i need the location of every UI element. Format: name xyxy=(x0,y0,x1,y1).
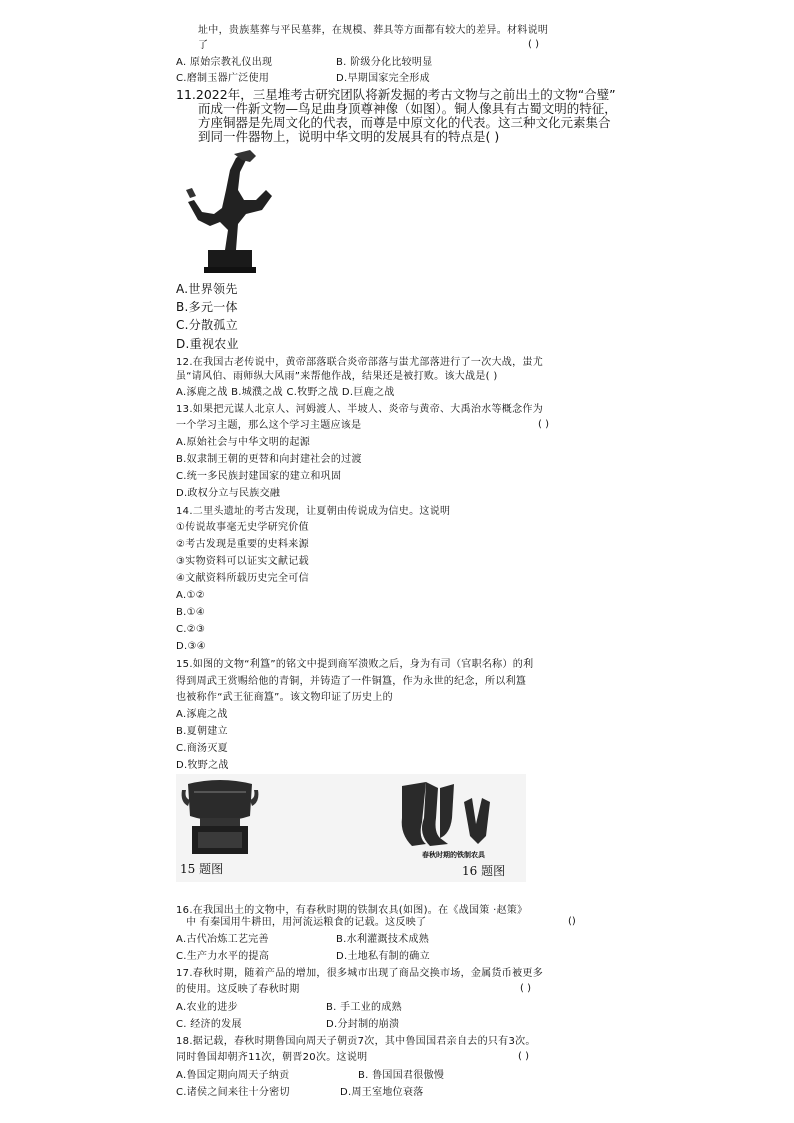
q18-option-c: C.诸侯之间来往十分密切 xyxy=(176,1087,290,1098)
q10-option-a: A. 原始宗教礼仪出现 xyxy=(176,57,273,68)
q16-answer-paren: () xyxy=(568,916,576,927)
q16-option-d: D.土地私有制的确立 xyxy=(336,951,430,962)
q10-option-b: B. 阶级分化比较明显 xyxy=(336,57,433,68)
q13-answer-paren: ( ) xyxy=(538,419,549,430)
q14-stem: 14.二里头遗址的考古发现，让夏朝由传说成为信史。这说明 xyxy=(176,506,451,517)
q18-option-b: B. 鲁国国君很傲慢 xyxy=(358,1070,445,1081)
q13-option-d: D.政权分立与民族交融 xyxy=(176,488,281,499)
q18-stem-line2: 同时鲁国却朝齐11次，朝晋20次。这说明 xyxy=(176,1052,368,1063)
q17-answer-paren: ( ) xyxy=(520,983,531,994)
fig16-label: 春秋时期的铁制农具 xyxy=(422,851,485,859)
bronze-figure-image xyxy=(180,150,280,275)
q16-option-c: C.生产力水平的提高 xyxy=(176,951,270,962)
q15-option-c: C.商汤灭夏 xyxy=(176,743,228,754)
q13-stem-line1: 13.如果把元谋人北京人、河姆渡人、半坡人、炎帝与黄帝、大禹治水等概念作为 xyxy=(176,404,544,415)
iron-tools-image xyxy=(396,778,506,848)
q10-stem-line2: 了 xyxy=(198,40,209,51)
q17-option-b: B. 手工业的成熟 xyxy=(326,1002,402,1013)
q11-option-b: B.多元一体 xyxy=(176,300,238,314)
q17-stem-line1: 17.春秋时期，随着产品的增加，很多城市出现了商品交换市场，金属货币被更多 xyxy=(176,968,544,979)
li-gui-vessel-image xyxy=(180,776,260,856)
q11-stem-line4: 到同一件器物上，说明中华文明的发展具有的特点是( ) xyxy=(198,129,500,144)
q10-option-d: D.早期国家完全形成 xyxy=(336,73,430,84)
q15-option-b: B.夏朝建立 xyxy=(176,726,228,737)
q11-stem-line1: 11.2022年，三星堆考古研究团队将新发掘的考古文物与之前出土的文物“合璧” xyxy=(176,87,616,102)
q11-stem-line3: 方座铜器是先周文化的代表，而尊是中原文化的代表。这三种文化元素集合 xyxy=(198,115,611,130)
q13-stem-line2: 一个学习主题，那么这个学习主题应该是 xyxy=(176,420,362,431)
q16-option-a: A.古代冶炼工艺完善 xyxy=(176,934,269,945)
q18-answer-paren: ( ) xyxy=(518,1051,529,1062)
q13-option-a: A.原始社会与中华文明的起源 xyxy=(176,437,311,448)
q11-option-a: A.世界领先 xyxy=(176,282,238,296)
q18-option-d: D.周王室地位衰落 xyxy=(340,1087,424,1098)
q13-option-c: C.统一多民族封建国家的建立和巩固 xyxy=(176,471,342,482)
q16-option-b: B.水利灌溉技术成熟 xyxy=(336,934,430,945)
q18-option-a: A.鲁国定期向周天子纳贡 xyxy=(176,1070,290,1081)
q15-stem-line3: 也被称作“武王征商簋”。该文物印证了历史上的 xyxy=(176,692,393,703)
q14-statement-2: ②考古发现是重要的史料来源 xyxy=(176,539,309,550)
q17-stem-line2: 的使用。这反映了春秋时期 xyxy=(176,984,300,995)
q15-option-a: A.涿鹿之战 xyxy=(176,709,228,720)
q11-option-c: C.分散孤立 xyxy=(176,318,238,332)
q17-option-a: A.农业的进步 xyxy=(176,1002,238,1013)
q16-stem-line1: 16.在我国出土的文物中，有春秋时期的铁制农具(如图)。在《战国策 ·赵策》 xyxy=(176,905,528,916)
fig15-caption: 15 题图 xyxy=(180,862,224,876)
q12-stem-line1: 12.在我国古老传说中，黄帝部落联合炎帝部落与蚩尤部落进行了一次大战，蚩尤 xyxy=(176,357,544,368)
q10-option-c: C.磨制玉器广泛使用 xyxy=(176,73,270,84)
fig16-caption: 16 题图 xyxy=(462,864,506,878)
q12-options: A.涿鹿之战 B.城濮之战 C.牧野之战 D.巨鹿之战 xyxy=(176,387,395,398)
q14-statement-1: ①传说故事毫无史学研究价值 xyxy=(176,522,309,533)
q11-stem-line2: 而成一件新文物—鸟足曲身顶尊神像（如图）。铜人像具有古蜀文明的特征， xyxy=(198,101,617,116)
q13-option-b: B.奴隶制王朝的更替和向封建社会的过渡 xyxy=(176,454,362,465)
q15-stem-line1: 15.如图的文物“利簋”的铭文中提到商军溃败之后，身为有司（官职名称）的利 xyxy=(176,659,534,670)
q14-option-a: A.①② xyxy=(176,590,205,601)
q14-option-c: C.②③ xyxy=(176,624,206,635)
q16-stem-line2: 中 有秦国用牛耕田，用河流运粮食的记载。这反映了 xyxy=(186,917,427,928)
q10-answer-paren: ( ) xyxy=(528,39,539,50)
q10-stem-line1: 址中，贵族墓葬与平民墓葬，在规模、葬具等方面都有较大的差异。材料说明 xyxy=(198,25,549,36)
q11-option-d: D.重视农业 xyxy=(176,337,239,351)
q14-option-d: D.③④ xyxy=(176,641,207,652)
q18-stem-line1: 18.据记载，春秋时期鲁国向周天子朝贡7次，其中鲁国国君亲自去的只有3次。 xyxy=(176,1036,536,1047)
q17-option-c: C. 经济的发展 xyxy=(176,1019,242,1030)
q14-statement-3: ③实物资料可以证实文献记载 xyxy=(176,556,309,567)
q15-option-d: D.牧野之战 xyxy=(176,760,229,771)
q15-stem-line2: 得到周武王赏赐给他的青铜，并铸造了一件铜簋，作为永世的纪念，所以利簋 xyxy=(176,676,527,687)
q14-statement-4: ④文献资料所载历史完全可信 xyxy=(176,573,309,584)
q14-option-b: B.①④ xyxy=(176,607,206,618)
figures-panel xyxy=(176,774,526,882)
q17-option-d: D.分封制的崩溃 xyxy=(326,1019,400,1030)
q12-stem-line2: 虽“请风伯、雨师纵大风雨”来帮他作战，结果还是被打败。该大战是( ) xyxy=(176,371,498,382)
